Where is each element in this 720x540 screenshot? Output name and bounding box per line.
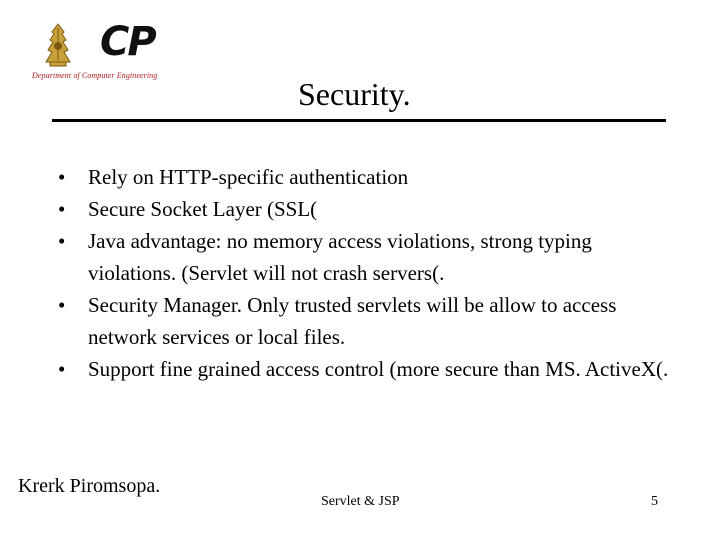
title-divider <box>52 119 666 122</box>
department-logo <box>28 18 168 86</box>
bullet-item: • Java advantage: no memory access violations, strong typing violations. (Servlet will not crash servers(. <box>58 225 678 289</box>
bullet-item: • Rely on HTTP-specific authentication <box>58 161 678 193</box>
author-name: Krerk Piromsopa. <box>18 475 161 497</box>
university-seal-icon <box>38 22 78 72</box>
bullet-item: • Security Manager. Only trusted servlets will be allow to access network services or local files. <box>58 289 678 353</box>
bullet-list <box>58 161 678 385</box>
footer-topic: Servlet & JSP <box>321 494 400 509</box>
slide-title: Security. <box>298 76 411 112</box>
bullet-item: • Secure Socket Layer (SSL( <box>58 193 678 225</box>
cp-logo-text: CP <box>100 19 155 65</box>
department-name: Department of Computer Engineering <box>32 71 158 80</box>
page-number: 5 <box>651 494 658 509</box>
bullet-item: • Support fine grained access control (more secure than MS. ActiveX(. <box>58 353 678 385</box>
